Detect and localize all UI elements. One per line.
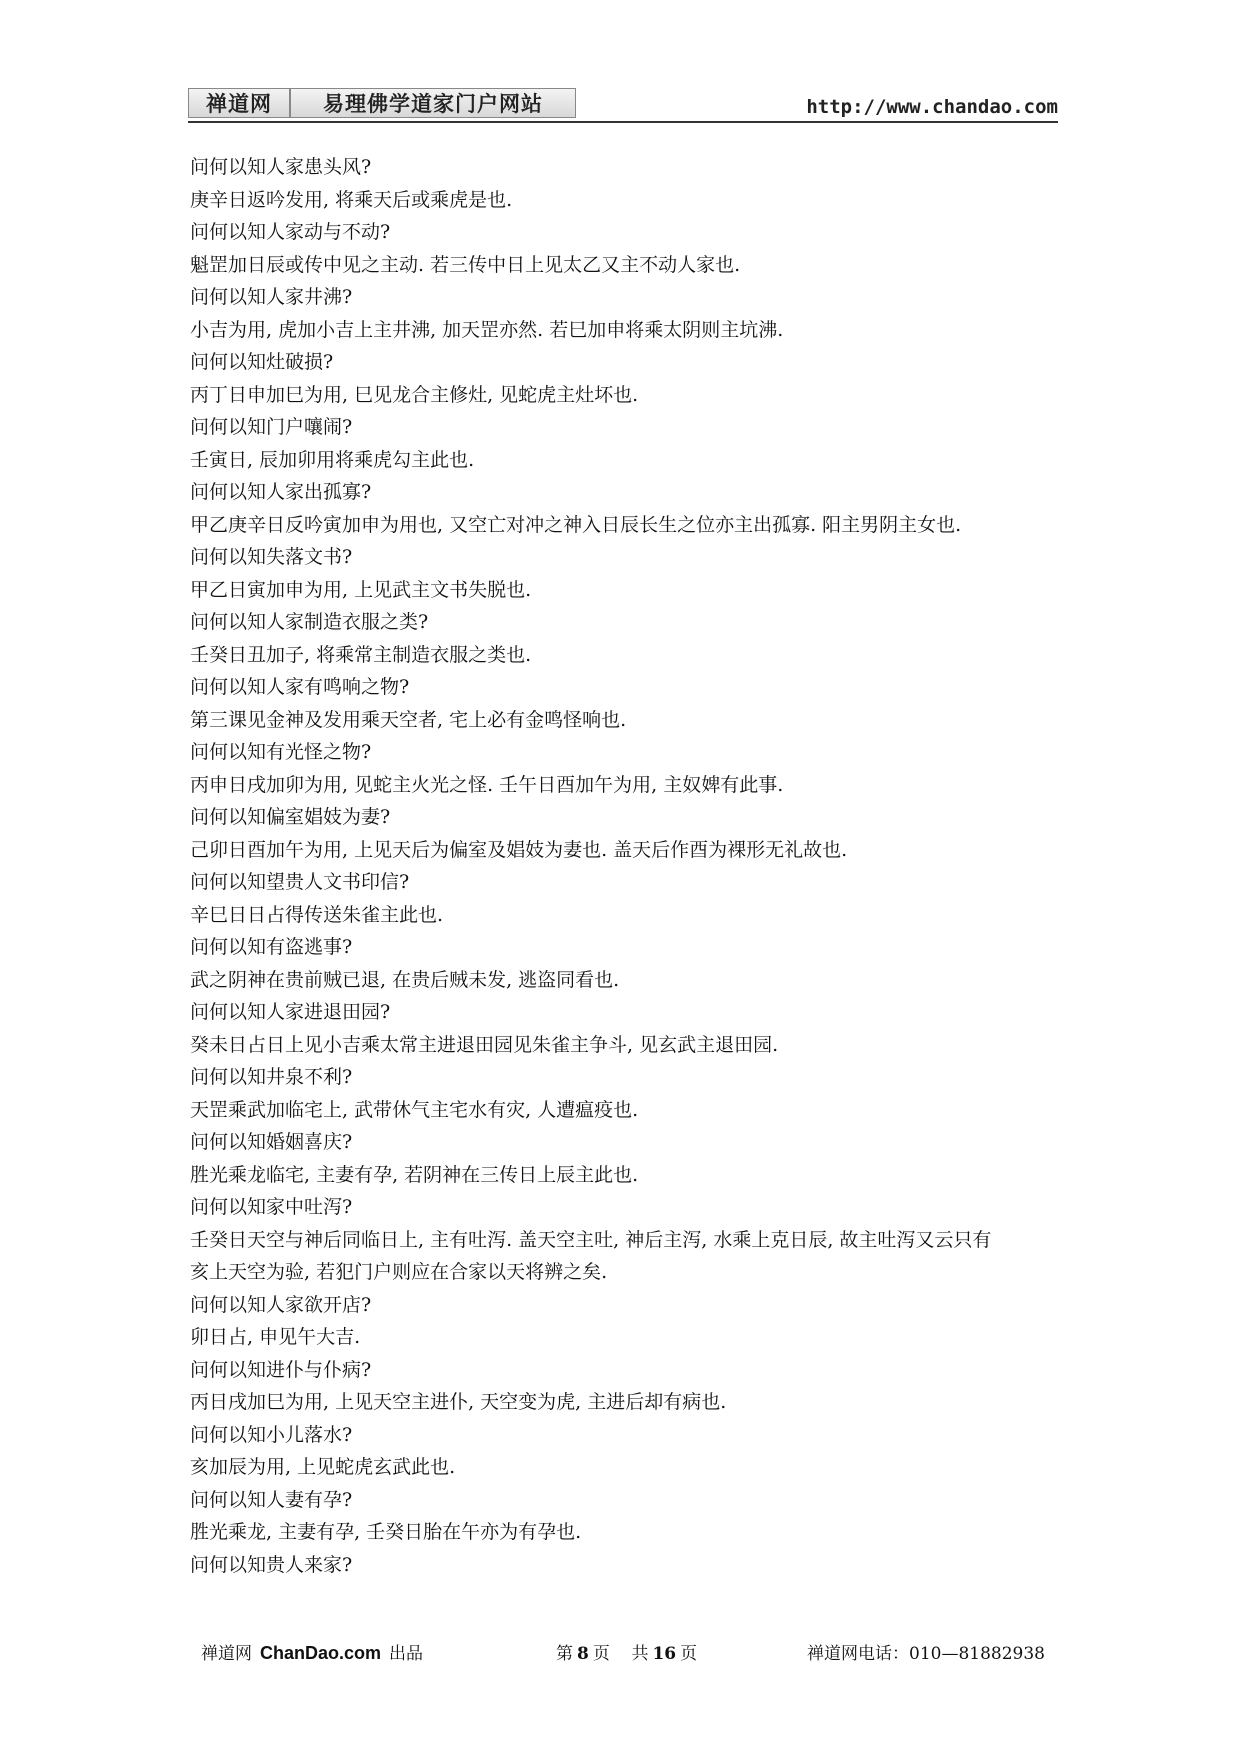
text-line: 丙日戌加巳为用, 上见天空主进仆, 天空变为虎, 主进后却有病也. (190, 1391, 727, 1413)
page-footer (0, 1639, 1241, 1665)
text-line: 问何以知失落文书? (190, 546, 353, 568)
footer-site: 禅道网 (201, 1644, 252, 1664)
page-prefix: 第 (556, 1644, 573, 1664)
text-line: 壬癸日丑加子, 将乘常主制造衣服之类也. (190, 643, 532, 666)
total-unit: 页 (680, 1644, 698, 1664)
text-line: 问何以知人家出孤寡? (190, 481, 372, 503)
text-line: 胜光乘龙临宅, 主妻有孕, 若阴神在三传日上辰主此也. (190, 1163, 639, 1186)
text-line: 问何以知人家进退田园? (190, 1001, 391, 1023)
footer-produced: 出品 (389, 1644, 424, 1664)
text-line: 问何以知贵人来家? (190, 1553, 353, 1576)
text-line: 问何以知偏室娼妓为妻? (190, 806, 391, 828)
text-line: 亥上天空为验, 若犯门户则应在合家以天将辨之矣. (190, 1261, 608, 1283)
text-line: 问何以知人家有鸣响之物? (190, 676, 410, 698)
text-line: 小吉为用, 虎加小吉上主井沸, 加天罡亦然. 若巳加申将乘太阴则主坑沸. (190, 318, 784, 341)
text-line: 胜光乘龙, 主妻有孕, 壬癸日胎在午亦为有孕也. (190, 1521, 582, 1543)
text-line: 丙丁日申加巳为用, 巳见龙合主修灶, 见蛇虎主灶坏也. (190, 383, 639, 406)
page-total: 16 (652, 1644, 677, 1664)
header-url: http://www.chandao.com (806, 96, 1058, 118)
text-line: 问何以知灶破损? (190, 351, 334, 373)
text-line: 问何以知人家井沸? (190, 286, 353, 308)
text-line: 辛巳日日占得传送朱雀主此也. (190, 903, 444, 926)
text-line: 问何以知井泉不利? (190, 1066, 353, 1088)
text-line: 壬寅日, 辰加卯用将乘虎勾主此也. (190, 448, 475, 471)
text-line: 壬癸日天空与神后同临日上, 主有吐泻. 盖天空主吐, 神后主泻, 水乘上克日辰, 故主吐泻又云只有 (190, 1228, 992, 1251)
text-line: 第三课见金神及发用乘天空者, 宅上必有金鸣怪响也. (190, 708, 627, 731)
document-body (190, 151, 1060, 1581)
site-tagline: 易理佛学道家门户网站 (323, 92, 543, 116)
footer-phone: 禅道网电话：010—81882938 (807, 1644, 1045, 1664)
text-line: 问何以知小儿落水? (190, 1423, 353, 1446)
page-number (556, 1639, 697, 1664)
text-line: 甲乙庚辛日反吟寅加申为用也, 又空亡对冲之神入日辰长生之位亦主出孤寡. 阳主男阴主女也. (190, 513, 962, 536)
page-unit: 页 (592, 1644, 610, 1664)
header-divider (188, 121, 1058, 123)
text-line: 问何以知进仆与仆病? (190, 1358, 372, 1381)
text-line: 问何以知人家动与不动? (190, 221, 391, 243)
text-line: 问何以知婚姻喜庆? (190, 1131, 353, 1153)
text-line: 甲乙日寅加申为用, 上见武主文书失脱也. (190, 578, 532, 601)
text-line: 癸未日占日上见小吉乘太常主进退田园见朱雀主争斗, 见玄武主退田园. (190, 1033, 779, 1056)
footer-credit (201, 1639, 423, 1664)
text-line: 问何以知人家患头风? (190, 156, 372, 178)
site-name: 禅道网 (189, 89, 291, 117)
text-line: 问何以知望贵人文书印信? (190, 871, 410, 893)
text-line: 天罡乘武加临宅上, 武带休气主宅水有灾, 人遭瘟疫也. (190, 1098, 639, 1121)
text-line: 卯日占, 申见午大吉. (190, 1326, 361, 1348)
text-line: 武之阴神在贵前贼已退, 在贵后贼未发, 逃盗同看也. (190, 968, 620, 991)
footer-brand: ChanDao.com (260, 1643, 382, 1663)
text-line: 己卯日酉加午为用, 上见天后为偏室及娼妓为妻也. 盖天后作酉为裸形无礼故也. (190, 838, 848, 861)
page-current: 8 (577, 1644, 589, 1664)
header-banner (188, 88, 576, 118)
text-line: 问何以知有光怪之物? (190, 741, 372, 763)
text-line: 问何以知门户嚷闹? (190, 416, 353, 438)
text-line: 问何以知有盗逃事? (190, 936, 353, 958)
text-line: 丙申日戌加卯为用, 见蛇主火光之怪. 壬午日酉加午为用, 主奴婢有此事. (190, 773, 784, 796)
text-line: 庚辛日返吟发用, 将乘天后或乘虎是也. (190, 188, 513, 211)
text-line: 问何以知人妻有孕? (190, 1488, 353, 1511)
total-prefix: 共 (631, 1644, 649, 1664)
text-line: 问何以知家中吐泻? (190, 1196, 353, 1218)
text-line: 问何以知人家欲开店? (190, 1293, 372, 1316)
text-line: 魁罡加日辰或传中见之主动. 若三传中日上见太乙又主不动人家也. (190, 253, 741, 276)
text-line: 亥加辰为用, 上见蛇虎玄武此也. (190, 1456, 456, 1478)
text-line: 问何以知人家制造衣服之类? (190, 611, 429, 633)
